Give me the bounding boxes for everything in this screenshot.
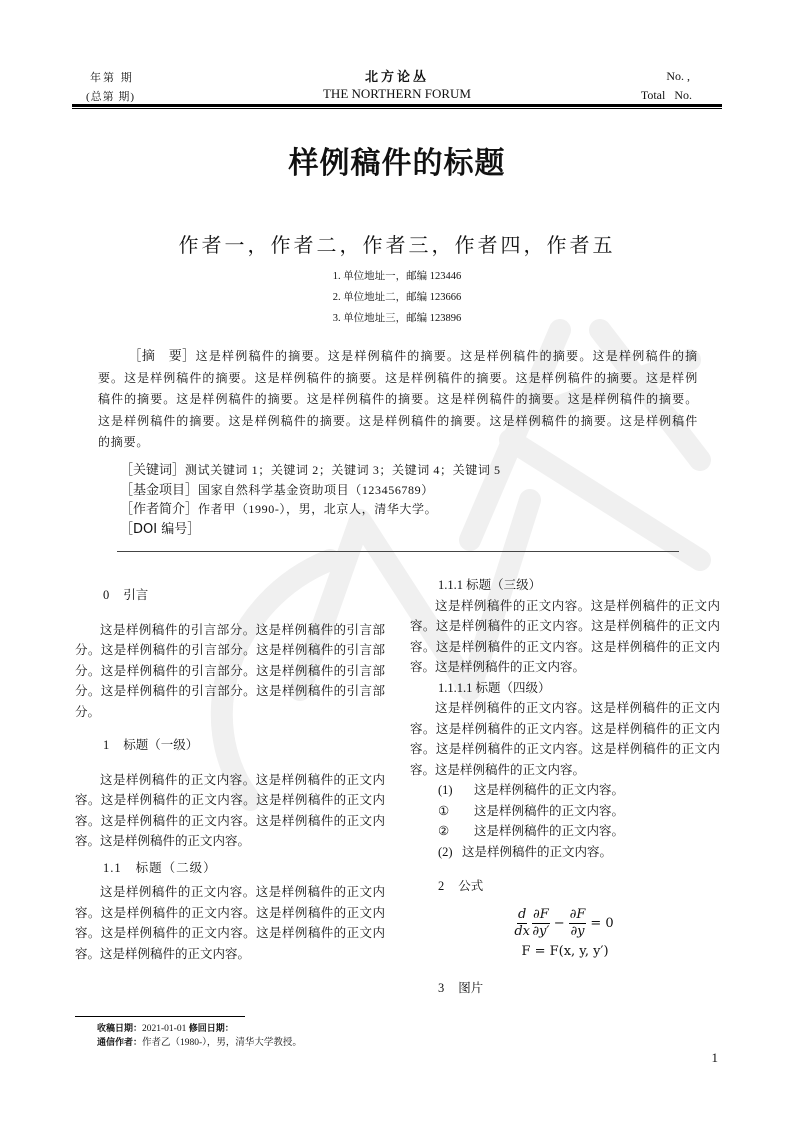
section-heading-1-1-1-1: 1.1.1.1 标题（四级） (438, 680, 551, 695)
doi (120, 520, 700, 539)
section-heading-1-1: 1.1 标题（二级） (103, 860, 217, 875)
abstract (98, 346, 698, 454)
total-issue-label: (总第 期) (86, 91, 136, 103)
keywords-text: 测试关键词 1；关键词 2；关键词 3；关键词 4；关键词 5 (185, 463, 501, 477)
author-bio (120, 500, 700, 519)
affiliation: 1. 单位地址一，邮编 123446 (332, 271, 462, 282)
right-column (410, 575, 720, 999)
intro-paragraph: 这是样例稿件的引言部分。这是样例稿件的引言部分。这是样例稿件的引言部分。这是样例稿件的引言部分。这是样例稿件的引言部分。这是样例稿件的引言部分。这是样例稿件的引言部分。这是样例稿件的引言部分。 (75, 622, 385, 719)
section-heading-0: 0 引言 (103, 587, 149, 602)
section-heading-1-1-1: 1.1.1 标题（三级） (438, 578, 542, 592)
abstract-label: ［摘 要］ (128, 349, 196, 364)
body-paragraph: 这是样例稿件的正文内容。这是样例稿件的正文内容。这是样例稿件的正文内容。这是样例稿件的正文内容。这是样例稿件的正文内容。这是样例稿件的正文内容。这是样例稿件的正文内容。 (410, 598, 720, 674)
affiliation: 2. 单位地址二，邮编 123666 (332, 292, 462, 303)
header-rule-thick (72, 104, 722, 107)
footnote-rule (75, 1016, 245, 1017)
fund-label: ［基金项目］ (120, 483, 199, 498)
body-paragraph: 这是样例稿件的正文内容。这是样例稿件的正文内容。这是样例稿件的正文内容。这是样例稿件的正文内容。这是样例稿件的正文内容。这是样例稿件的正文内容。这是样例稿件的正文内容。 (75, 885, 385, 961)
received-date: 收稿日期：2021-01-01 修回日期： (97, 1024, 234, 1034)
list-item: (2) 这是样例稿件的正文内容。 (438, 844, 613, 859)
issue-number-label: No. , (666, 69, 690, 83)
list-item: ① 这是样例稿件的正文内容。 (438, 803, 625, 818)
fund-text: 国家自然科学基金资助项目（123456789） (198, 483, 434, 497)
abstract-divider (117, 551, 679, 552)
list-item: (1) 这是样例稿件的正文内容。 (438, 783, 625, 797)
page-number: 1 (711, 1050, 718, 1065)
total-number-label: Total No. (640, 88, 692, 102)
section-heading-2: 2 公式 (438, 878, 484, 893)
journal-logo: 北方论丛 (364, 70, 429, 85)
header-rule-thin (72, 108, 722, 109)
fraction: $\frac{\partial F}{\partial y}$ (569, 906, 586, 939)
list-item: ② 这是样例稿件的正文内容。 (438, 824, 625, 838)
keywords-label: ［关键词］ (120, 463, 186, 478)
abstract-text: 这是样例稿件的摘要。这是样例稿件的摘要。这是样例稿件的摘要。这是样例稿件的摘要。这是样例稿件的摘要。这是样例稿件的摘要。这是样例稿件的摘要。这是样例稿件的摘要。这是样例稿件的摘要。这是样例稿件的摘要。这是样例稿件的摘要。这是样例稿件的摘要。这是样例稿件的摘要。这是样例稿件的摘要。这是样例稿件的摘要。这是样例稿件的摘要。这是样例稿件的摘要。这是样例稿件的摘要。 (98, 349, 698, 449)
year-issue-label: 年第 期 (90, 72, 134, 84)
corresponding-author: 通信作者：作者乙（1980-），男，清华大学教授。 (97, 1038, 302, 1048)
fund-project (120, 481, 700, 500)
journal-name: THE NORTHERN FORUM (322, 86, 471, 101)
body-paragraph: 这是样例稿件的正文内容。这是样例稿件的正文内容。这是样例稿件的正文内容。这是样例稿件的正文内容。这是样例稿件的正文内容。这是样例稿件的正文内容。这是样例稿件的正文内容。 (75, 772, 385, 848)
section-heading-1: 1 标题（一级） (103, 737, 199, 752)
body-paragraph: 这是样例稿件的正文内容。这是样例稿件的正文内容。这是样例稿件的正文内容。这是样例稿件的正文内容。这是样例稿件的正文内容。这是样例稿件的正文内容。这是样例稿件的正文内容。 (410, 701, 720, 777)
left-column (75, 585, 385, 964)
bio-text: 作者甲（1990-），男，北京人，清华大学。 (198, 502, 438, 516)
author-list: 作者一，作者二，作者三，作者四，作者五 (178, 233, 616, 257)
doi-label: ［DOI 编号］ (120, 522, 201, 537)
formula-euler-lagrange: $\frac{d}{dx}$ $\frac{\partial F}{\partial y'}$ − $\frac{\partial F}{\partial y}$ = 0 (514, 906, 614, 939)
fraction: $\frac{\partial F}{\partial y'}$ (532, 906, 550, 939)
section-heading-3: 3 图片 (438, 980, 484, 995)
fraction: $\frac{d}{dx}$ (514, 906, 530, 939)
bio-label: ［作者简介］ (120, 502, 199, 517)
paper-title: 样例稿件的标题 (288, 146, 506, 181)
affiliation: 3. 单位地址三，邮编 123896 (332, 313, 462, 324)
keywords (120, 461, 700, 480)
formula-functional: F = F(x, y, y′) (521, 943, 609, 959)
